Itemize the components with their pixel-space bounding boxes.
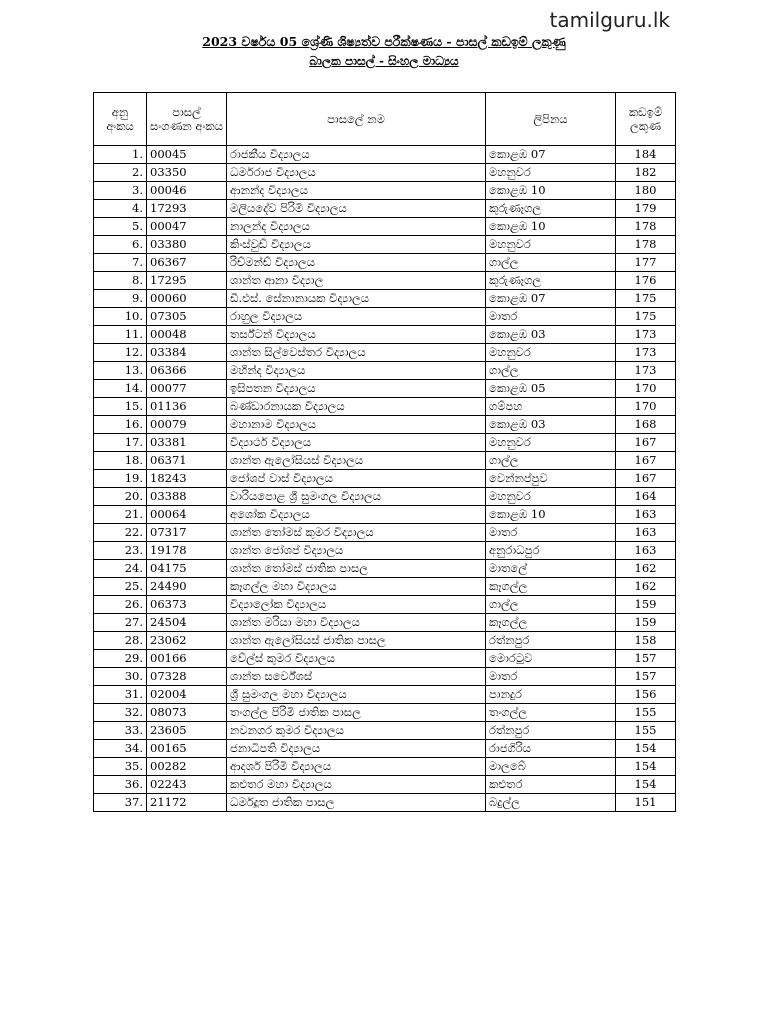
cell-serial-no: 16. [94,416,147,434]
table-row [94,686,676,704]
cell-school-code: 00166 [147,650,227,668]
cell-serial-no: 18. [94,452,147,470]
cell-serial-no: 13. [94,362,147,380]
cell-school-name: මහින්ද විද්‍යාලය [227,362,486,380]
cell-school-code: 00282 [147,758,227,776]
cell-serial-no: 11. [94,326,147,344]
cell-serial-no: 21. [94,506,147,524]
cell-address: කොළඹ 07 [486,290,616,308]
cell-address: මාතර [486,668,616,686]
cell-serial-no: 3. [94,182,147,200]
cell-school-name: ශාන්ත ජෝශප් විද්‍යාලය [227,542,486,560]
cell-cutoff-mark: 178 [616,236,676,254]
cell-address: බදුල්ල [486,794,616,812]
cell-cutoff-mark: 157 [616,650,676,668]
cell-serial-no: 1. [94,146,147,164]
cell-school-name: බණ්ඩාරනායක විද්‍යාලය [227,398,486,416]
table-row [94,506,676,524]
table-row [94,434,676,452]
cell-school-code: 03384 [147,344,227,362]
header-address: ලිපිනය [486,93,616,146]
cell-serial-no: 31. [94,686,147,704]
cell-cutoff-mark: 162 [616,578,676,596]
cell-cutoff-mark: 151 [616,794,676,812]
cell-cutoff-mark: 178 [616,218,676,236]
cell-address: ගාල්ල [486,362,616,380]
cell-school-code: 00048 [147,326,227,344]
cell-address: රත්නපුර [486,632,616,650]
cell-address: ගාල්ල [486,596,616,614]
cell-cutoff-mark: 158 [616,632,676,650]
cell-school-code: 18243 [147,470,227,488]
cell-serial-no: 6. [94,236,147,254]
table-row [94,560,676,578]
cell-serial-no: 27. [94,614,147,632]
cell-cutoff-mark: 159 [616,614,676,632]
cell-address: ගම්පහ [486,398,616,416]
table-row [94,272,676,290]
cell-serial-no: 14. [94,380,147,398]
cell-school-name: ධර්මදූත ජාතික පාසල [227,794,486,812]
cell-school-code: 06367 [147,254,227,272]
cell-school-code: 23605 [147,722,227,740]
cell-cutoff-mark: 173 [616,344,676,362]
cell-school-name: ශාන්ත සිල්වෙස්තර විද්‍යාලය [227,344,486,362]
table-row [94,596,676,614]
cell-school-name: ශ්‍රී සුමංගල මහා විද්‍යාලය [227,686,486,704]
cell-address: මහනුවර [486,164,616,182]
cell-serial-no: 33. [94,722,147,740]
cell-address: කළුතර [486,776,616,794]
cell-school-code: 07328 [147,668,227,686]
cell-school-code: 00060 [147,290,227,308]
cell-address: කොළඹ 03 [486,416,616,434]
table-row [94,236,676,254]
cell-cutoff-mark: 159 [616,596,676,614]
cell-address: මොරටුව [486,650,616,668]
cell-cutoff-mark: 173 [616,326,676,344]
cell-cutoff-mark: 179 [616,200,676,218]
cell-school-name: ආදර්ශ පිරිමි විද්‍යාලය [227,758,486,776]
cell-school-name: මහානාම විද්‍යාලය [227,416,486,434]
cell-serial-no: 37. [94,794,147,812]
cell-school-name: රාජකීය විද්‍යාලය [227,146,486,164]
table-row [94,722,676,740]
table-row [94,794,676,812]
cell-serial-no: 4. [94,200,147,218]
cell-school-name: තර්ස්ටන් විද්‍යාලය [227,326,486,344]
cell-address: මහනුවර [486,488,616,506]
cell-cutoff-mark: 155 [616,722,676,740]
cell-school-code: 24504 [147,614,227,632]
cell-school-name: ඉසිපතන විද්‍යාලය [227,380,486,398]
table-row [94,416,676,434]
table-row [94,308,676,326]
cell-address: කොළඹ 10 [486,506,616,524]
cell-address: තංගල්ල [486,704,616,722]
cell-serial-no: 34. [94,740,147,758]
cell-cutoff-mark: 163 [616,542,676,560]
cell-school-code: 00077 [147,380,227,398]
table-row [94,650,676,668]
table-row [94,182,676,200]
cell-school-name: ශාන්ත තෝමස් කුමර විද්‍යාලය [227,524,486,542]
cell-serial-no: 12. [94,344,147,362]
cell-address: මාලබේ [486,758,616,776]
cell-school-name: ශාන්ත ඇලෝසියස් විද්‍යාලය [227,452,486,470]
cell-cutoff-mark: 155 [616,704,676,722]
cell-school-name: වාරියපොළ ශ්‍රී සුමංගල විද්‍යාලය [227,488,486,506]
table-row [94,326,676,344]
table-row [94,452,676,470]
cell-cutoff-mark: 163 [616,506,676,524]
cell-address: මාතර [486,524,616,542]
cell-address: කොළඹ 03 [486,326,616,344]
cell-cutoff-mark: 167 [616,452,676,470]
cell-cutoff-mark: 154 [616,740,676,758]
cell-school-code: 00064 [147,506,227,524]
cell-serial-no: 22. [94,524,147,542]
cell-school-name: රිච්මන්ඩ් විද්‍යාලය [227,254,486,272]
cell-school-code: 00046 [147,182,227,200]
cell-address: කෑගල්ල [486,578,616,596]
cell-school-code: 23062 [147,632,227,650]
cell-cutoff-mark: 162 [616,560,676,578]
cell-serial-no: 5. [94,218,147,236]
cell-school-name: විද්‍යාර්ථ විද්‍යාලය [227,434,486,452]
cell-serial-no: 26. [94,596,147,614]
cell-school-name: ශාන්ත සර්වේශස් [227,668,486,686]
cell-cutoff-mark: 154 [616,776,676,794]
cell-address: ගාල්ල [486,452,616,470]
cell-school-name: ශාන්ත මරියා මහා විද්‍යාලය [227,614,486,632]
cell-school-code: 03350 [147,164,227,182]
cell-school-code: 17295 [147,272,227,290]
table-row [94,380,676,398]
cell-school-name: කෑගල්ල මහා විද්‍යාලය [227,578,486,596]
cell-address: මහනුවර [486,434,616,452]
cell-cutoff-mark: 156 [616,686,676,704]
table-row [94,488,676,506]
cell-serial-no: 29. [94,650,147,668]
cell-cutoff-mark: 168 [616,416,676,434]
cell-school-code: 02004 [147,686,227,704]
cell-school-name: රාහුල විද්‍යාලය [227,308,486,326]
cell-address: කුරුණෑගල [486,272,616,290]
cell-school-code: 06366 [147,362,227,380]
header-cutoff-mark: කඩඉම් ලකුණ [616,93,676,146]
cell-address: කෑගල්ල [486,614,616,632]
cell-school-name: අශෝක විද්‍යාලය [227,506,486,524]
watermark: tamilguru.lk [549,8,670,32]
cell-address: මාතලේ [486,560,616,578]
cell-cutoff-mark: 184 [616,146,676,164]
cell-serial-no: 20. [94,488,147,506]
cell-serial-no: 23. [94,542,147,560]
table-row [94,776,676,794]
cell-address: රාජගිරිය [486,740,616,758]
cell-cutoff-mark: 170 [616,380,676,398]
cell-school-code: 00165 [147,740,227,758]
table-row [94,200,676,218]
cell-serial-no: 28. [94,632,147,650]
cell-school-name: කිංස්වුඩ් විද්‍යාලය [227,236,486,254]
table-row [94,704,676,722]
cell-school-code: 07305 [147,308,227,326]
cell-cutoff-mark: 173 [616,362,676,380]
cell-serial-no: 10. [94,308,147,326]
cell-school-code: 24490 [147,578,227,596]
cell-address: කොළඹ 05 [486,380,616,398]
cell-serial-no: 9. [94,290,147,308]
cell-serial-no: 25. [94,578,147,596]
cell-serial-no: 30. [94,668,147,686]
cell-serial-no: 32. [94,704,147,722]
cell-address: අනුරාධපුර [486,542,616,560]
cell-cutoff-mark: 177 [616,254,676,272]
cell-cutoff-mark: 175 [616,308,676,326]
page-title: 2023 වර්ෂය 05 ශ්‍රේණි ශිෂ්‍යත්ව පරීක්ෂණය - පාසල් කඩඉම් ලකුණු [202,34,566,49]
header-school-code: පාසල් සංගණන අංකය [147,93,227,146]
cell-cutoff-mark: 154 [616,758,676,776]
cell-school-name: ධර්මරාජ විද්‍යාලය [227,164,486,182]
cell-address: රත්නපුර [486,722,616,740]
cell-school-code: 02243 [147,776,227,794]
cell-school-code: 01136 [147,398,227,416]
table-row [94,758,676,776]
table-row [94,740,676,758]
table-row [94,218,676,236]
cell-school-code: 21172 [147,794,227,812]
cell-school-name: නාලන්ද විද්‍යාලය [227,218,486,236]
cell-address: මහනුවර [486,236,616,254]
cell-cutoff-mark: 170 [616,398,676,416]
table-row [94,524,676,542]
cell-school-name: ආනන්ද විද්‍යාලය [227,182,486,200]
cell-address: කොළඹ 07 [486,146,616,164]
cell-address: කුරුණෑගල [486,200,616,218]
table-row [94,164,676,182]
cell-serial-no: 19. [94,470,147,488]
cell-serial-no: 2. [94,164,147,182]
table-row [94,146,676,164]
header-serial-no: අනු අංකය [94,93,147,146]
cell-school-code: 08073 [147,704,227,722]
table-row [94,344,676,362]
table-row [94,542,676,560]
cell-cutoff-mark: 164 [616,488,676,506]
cell-serial-no: 35. [94,758,147,776]
cell-school-name: ඩී.එස්. සේනානායක විද්‍යාලය [227,290,486,308]
cell-school-code: 19178 [147,542,227,560]
cell-school-code: 03380 [147,236,227,254]
cell-school-code: 06373 [147,596,227,614]
cell-school-code: 03381 [147,434,227,452]
cell-school-code: 04175 [147,560,227,578]
cell-address: වෙන්නප්පුව [486,470,616,488]
page-subtitle: බාලක පාසල් - සිංහල මාධ්‍යය [309,54,459,68]
cell-school-code: 00047 [147,218,227,236]
table-row [94,290,676,308]
table-row [94,398,676,416]
cell-school-name: විද්‍යාලෝක විද්‍යාලය [227,596,486,614]
table-row [94,668,676,686]
cell-cutoff-mark: 167 [616,434,676,452]
table-row [94,254,676,272]
table-row [94,578,676,596]
cell-address: ගාල්ල [486,254,616,272]
cell-address: කොළඹ 10 [486,218,616,236]
cell-school-name: ශාන්ත ආනා විද්‍යාල [227,272,486,290]
table-row [94,614,676,632]
cell-school-code: 03388 [147,488,227,506]
cell-cutoff-mark: 167 [616,470,676,488]
cell-school-name: කළුතර මහා විද්‍යාලය [227,776,486,794]
cell-school-code: 06371 [147,452,227,470]
cell-address: කොළඹ 10 [486,182,616,200]
table-row [94,470,676,488]
cell-school-name: ජනාධිපති විද්‍යාලය [227,740,486,758]
cell-school-name: වේල්ස් කුමර විද්‍යාලය [227,650,486,668]
cell-address: මාතර [486,308,616,326]
cell-school-code: 07317 [147,524,227,542]
table-body [94,146,676,812]
cell-school-name: ශාන්ත ඇලෝසියස් ජාතික පාසල [227,632,486,650]
table-row [94,362,676,380]
cell-serial-no: 24. [94,560,147,578]
cell-school-name: තංගල්ල පිරිමි ජාතික පාසල [227,704,486,722]
cell-school-name: ශාන්ත තෝමස් ජාතික පාසල [227,560,486,578]
cell-address: මහනුවර [486,344,616,362]
cell-serial-no: 7. [94,254,147,272]
table-header-row [94,93,676,146]
cell-school-name: මලියදේව පිරිමි විද්‍යාලය [227,200,486,218]
cell-serial-no: 8. [94,272,147,290]
cell-serial-no: 17. [94,434,147,452]
cell-cutoff-mark: 157 [616,668,676,686]
cell-school-name: ජෝශප් වාස් විද්‍යාලය [227,470,486,488]
cell-serial-no: 15. [94,398,147,416]
cell-school-code: 00045 [147,146,227,164]
cell-cutoff-mark: 176 [616,272,676,290]
cell-serial-no: 36. [94,776,147,794]
cutoff-marks-table [93,92,676,812]
cell-cutoff-mark: 163 [616,524,676,542]
header-school-name: පාසලේ නම [227,93,486,146]
cell-cutoff-mark: 182 [616,164,676,182]
cell-school-code: 00079 [147,416,227,434]
cell-school-name: නවනගර කුමර විද්‍යාලය [227,722,486,740]
table-row [94,632,676,650]
cell-cutoff-mark: 180 [616,182,676,200]
cell-cutoff-mark: 175 [616,290,676,308]
cell-address: පානදුර [486,686,616,704]
cell-school-code: 17293 [147,200,227,218]
